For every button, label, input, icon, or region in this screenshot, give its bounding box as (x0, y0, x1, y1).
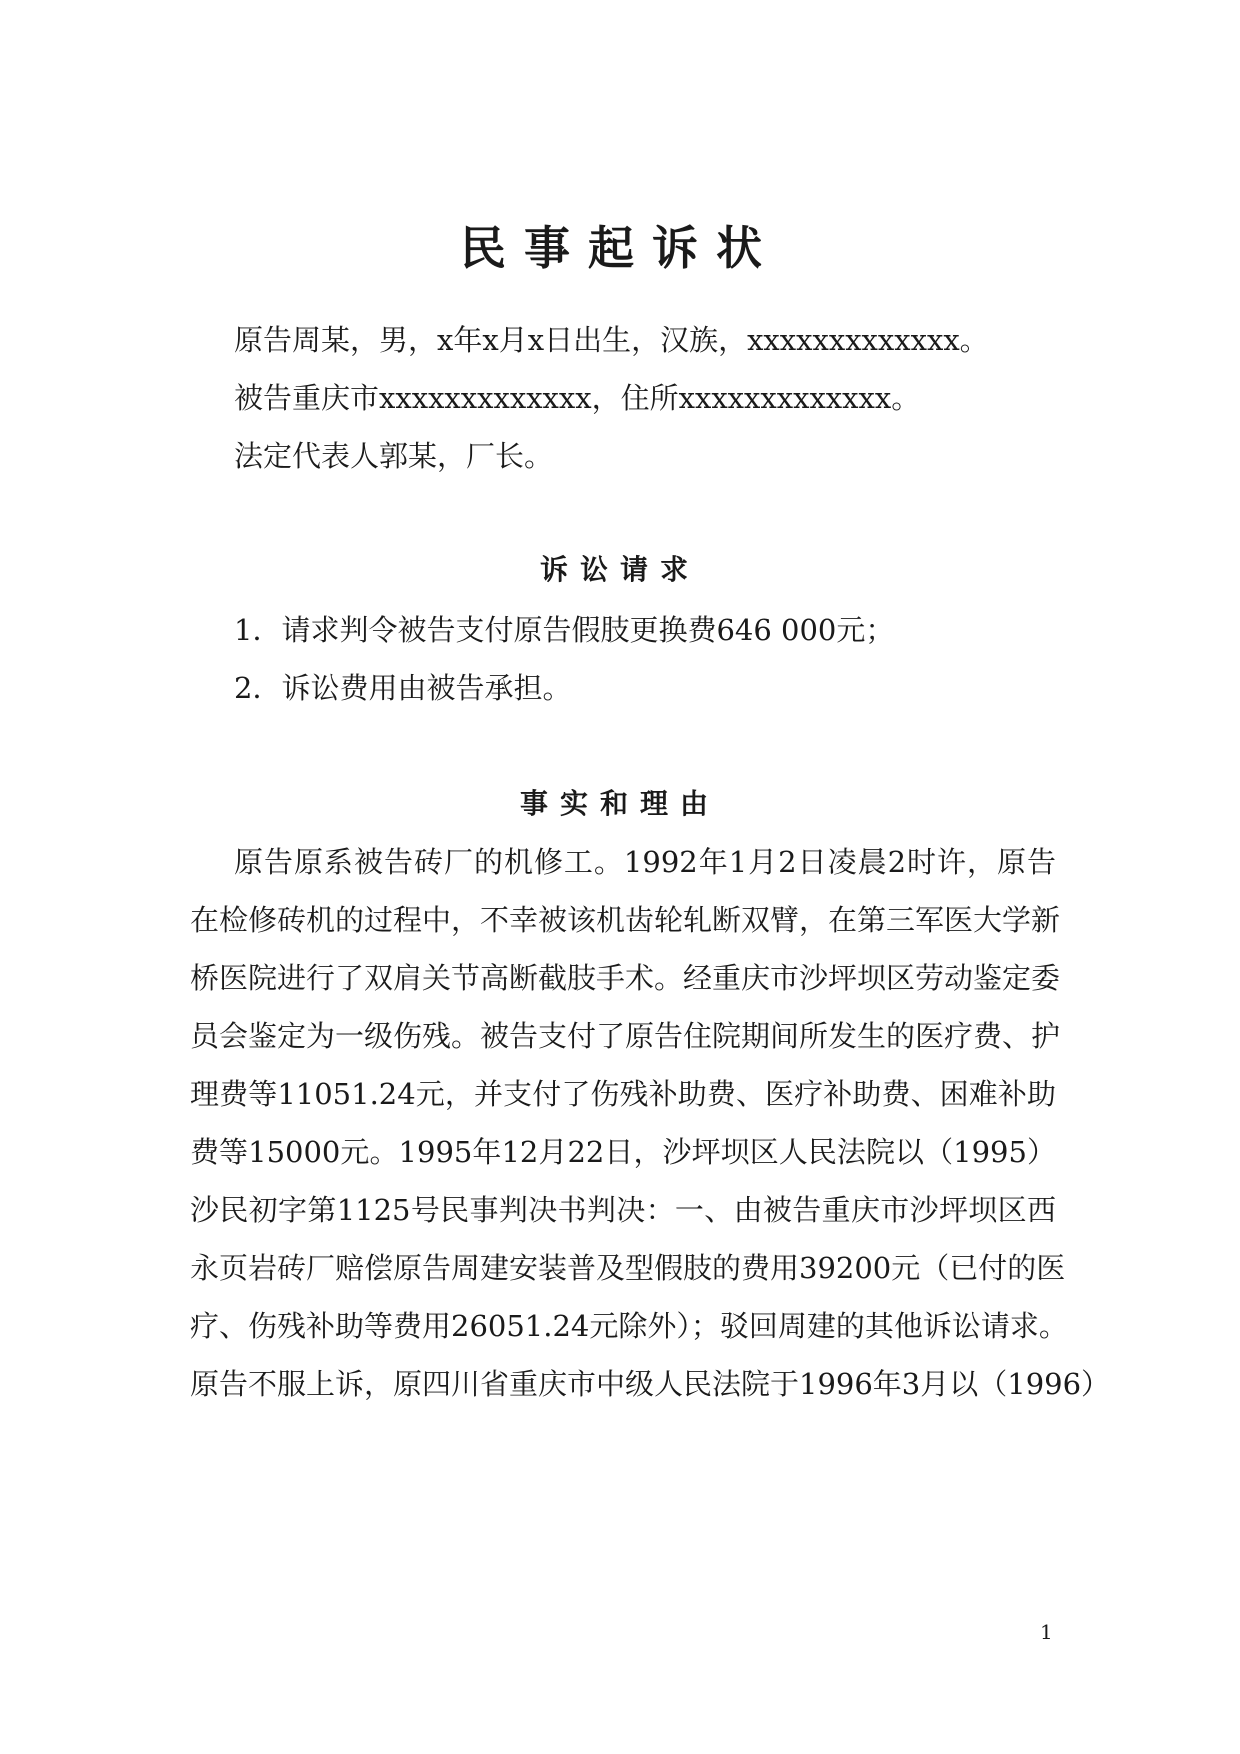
facts-heading: 事实和理由 (519, 787, 720, 820)
facts-line: 原告原系被告砖厂的机修工。1992年1月2日凌晨2时许，原告 (234, 845, 1056, 879)
document-title: 民事起诉状 (460, 221, 780, 275)
defendant-info: 被告重庆市xxxxxxxxxxxxx，住所xxxxxxxxxxxxx。 (234, 381, 921, 415)
facts-line: 桥医院进行了双肩关节高断截肢手术。经重庆市沙坪坝区劳动鉴定委 (190, 961, 1061, 995)
claim-item: 2．诉讼费用由被告承担。 (234, 671, 572, 705)
claims-heading: 诉讼请求 (539, 553, 700, 586)
facts-line: 费等15000元。1995年12月22日，沙坪坝区人民法院以（1995） (190, 1135, 1056, 1169)
facts-line: 理费等11051.24元，并支付了伤残补助费、医疗补助费、困难补助 (190, 1077, 1056, 1111)
facts-line: 永页岩砖厂赔偿原告周建安装普及型假肢的费用39200元（已付的医 (190, 1251, 1066, 1285)
facts-line: 沙民初字第1125号民事判决书判决：一、由被告重庆市沙坪坝区西 (190, 1193, 1056, 1227)
legal-representative-info: 法定代表人郭某，厂长。 (234, 439, 554, 473)
facts-line: 员会鉴定为一级伤残。被告支付了原告住院期间所发生的医疗费、护 (190, 1019, 1061, 1053)
facts-line: 疗、伤残补助等费用26051.24元除外）；驳回周建的其他诉讼请求。 (190, 1309, 1068, 1343)
facts-line: 原告不服上诉，原四川省重庆市中级人民法院于1996年3月以（1996） (190, 1367, 1111, 1401)
claim-item: 1．请求判令被告支付原告假肢更换费646 000元； (234, 613, 895, 647)
facts-line: 在检修砖机的过程中，不幸被该机齿轮轧断双臂，在第三军医大学新 (190, 903, 1061, 937)
page-number: 1 (1040, 1620, 1053, 1644)
plaintiff-info: 原告周某，男，x年x月x日出生，汉族，xxxxxxxxxxxxx。 (234, 323, 989, 357)
